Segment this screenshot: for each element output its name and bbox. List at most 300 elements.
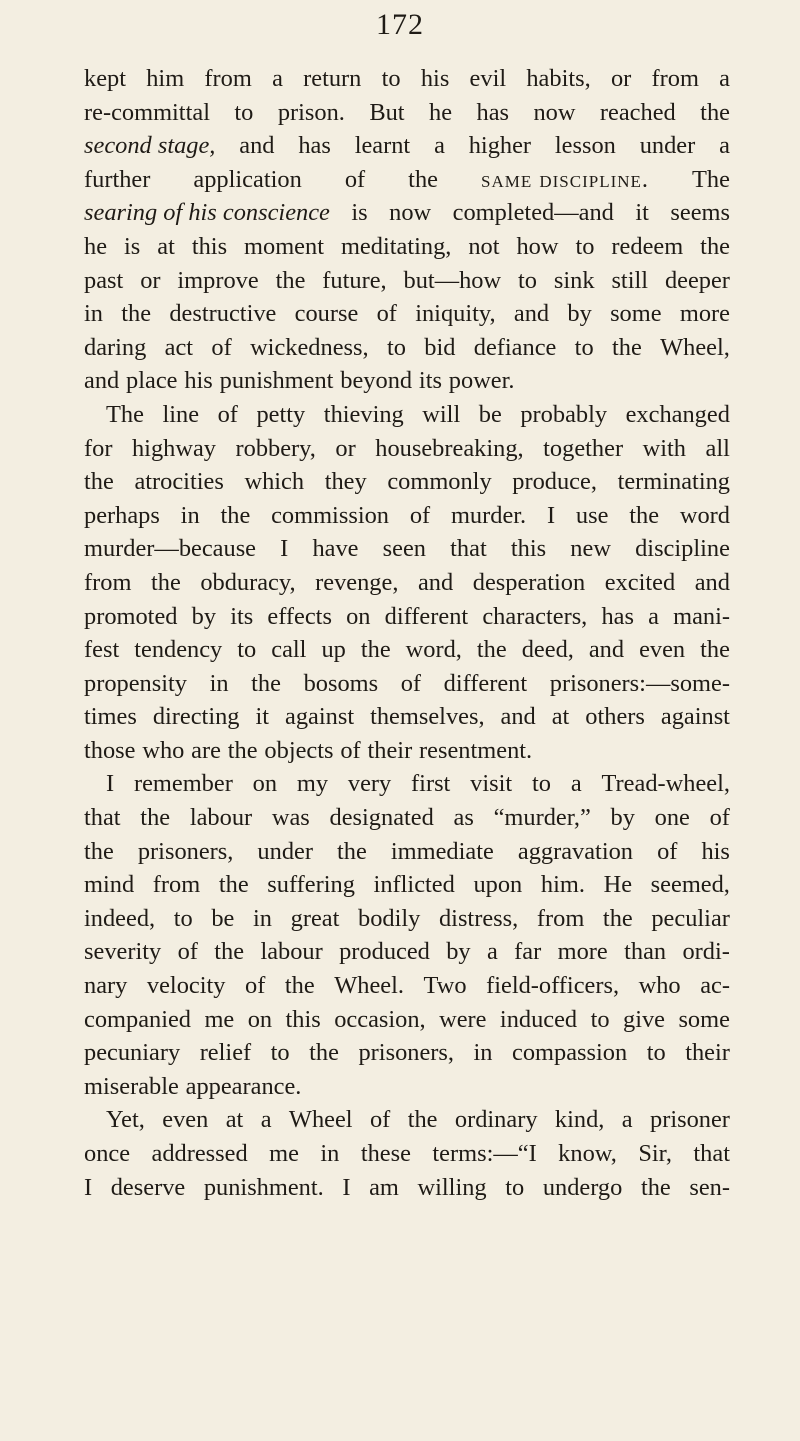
word: The [106, 400, 144, 428]
word: in [253, 904, 272, 932]
word: has [298, 132, 331, 160]
word: the [150, 568, 181, 596]
word: times [84, 703, 137, 731]
word: sen- [689, 1173, 730, 1201]
word: future, [322, 266, 387, 294]
word: ordi- [682, 938, 730, 966]
word: as [453, 804, 474, 832]
word: the [309, 1039, 339, 1067]
word: to [234, 98, 254, 126]
word: punishment [219, 367, 334, 395]
word: of [340, 736, 361, 764]
word: and [417, 568, 454, 596]
word: under [257, 837, 313, 865]
word: pecuniary [84, 1039, 181, 1067]
word: place [126, 367, 178, 395]
word: and [84, 367, 120, 395]
text-line [84, 1103, 730, 1137]
word: to [505, 1173, 525, 1201]
word: all [705, 434, 730, 462]
word: is [124, 232, 141, 260]
word: new [570, 535, 611, 563]
word: him. [540, 871, 585, 899]
text-line [84, 969, 730, 1003]
word: application [193, 165, 302, 193]
word: prisoners, [358, 1039, 454, 1067]
word: against [285, 703, 355, 731]
word: word, [405, 636, 462, 664]
text-line [84, 499, 730, 533]
word: of [409, 501, 431, 529]
word: his [184, 367, 213, 395]
word: Two [423, 972, 467, 1000]
word: up [321, 636, 346, 664]
word: give [623, 1005, 665, 1033]
word: once [84, 1140, 131, 1167]
word: relief [199, 1039, 252, 1067]
word: thieving [323, 400, 404, 428]
word: directing [152, 703, 240, 731]
word: Wheel. [334, 972, 404, 1000]
word: than [624, 938, 667, 966]
text-line [84, 364, 730, 398]
word: now [389, 199, 432, 227]
word: field-officers, [486, 972, 620, 1000]
word: I [84, 1173, 93, 1201]
word: in [84, 300, 103, 328]
word: a [648, 602, 659, 630]
word: those [84, 736, 136, 764]
word: the [84, 837, 114, 865]
word: punishment. [203, 1173, 324, 1201]
word: to [532, 770, 552, 798]
text-line [84, 230, 730, 264]
word: and [239, 132, 275, 160]
word: to [386, 333, 406, 361]
word: The [692, 165, 730, 193]
word: the [360, 636, 391, 664]
word: from [152, 871, 201, 899]
word: “murder,” [493, 804, 591, 832]
word: probably [520, 400, 608, 428]
word: the [121, 300, 152, 328]
word: kept [84, 65, 126, 92]
word: destructive [169, 300, 277, 328]
word: He [603, 871, 633, 899]
word: line [162, 400, 200, 428]
word: the [476, 636, 507, 664]
word: immediate [390, 837, 494, 865]
word: terms:—“I [432, 1140, 537, 1167]
word: peculiar [651, 904, 730, 932]
word: the [629, 501, 660, 529]
word: same discipline. [481, 165, 649, 193]
text-line [84, 868, 730, 902]
word: from [84, 568, 132, 596]
word: from [204, 65, 252, 92]
word: the [640, 1173, 671, 1201]
word: kind, [554, 1106, 605, 1134]
word: me [204, 1005, 235, 1033]
word: his [701, 837, 730, 865]
word: the [700, 98, 730, 126]
word: on [247, 1005, 273, 1033]
text-line [84, 835, 730, 869]
word: terminating [617, 468, 730, 496]
word: remember [133, 770, 233, 798]
word: this [510, 535, 547, 563]
word: wickedness, [250, 333, 369, 361]
word: themselves, [370, 703, 485, 731]
word: more [679, 300, 730, 328]
word: even [162, 1106, 209, 1134]
text-line [84, 600, 730, 634]
word: iniquity, [415, 300, 496, 328]
text-line [84, 1003, 730, 1037]
word: by [446, 938, 471, 966]
word: him [146, 65, 185, 92]
text-line [84, 1070, 730, 1104]
word: have [312, 535, 359, 563]
word: has [601, 602, 634, 630]
word: companied [84, 1005, 192, 1033]
word: deeper [664, 266, 730, 294]
word: But [369, 98, 405, 126]
word: commission [271, 501, 389, 529]
word: suffering [267, 871, 355, 899]
word: are [191, 736, 221, 764]
word: miserable [84, 1072, 179, 1100]
word: the [84, 468, 114, 496]
word: one [654, 804, 690, 832]
word: Yet, [106, 1106, 145, 1134]
word: searing of his conscience [84, 199, 330, 227]
text-line [84, 129, 730, 163]
word: obduracy, [200, 568, 296, 596]
word: a [486, 938, 498, 966]
word: by [610, 804, 635, 832]
word: effects [267, 602, 332, 630]
word: commonly [387, 468, 492, 496]
word: to [574, 333, 594, 361]
word: even [639, 636, 686, 664]
text-line [84, 801, 730, 835]
word: and [513, 300, 550, 328]
word: is [351, 199, 368, 227]
word: a [570, 770, 582, 798]
word: these [360, 1140, 411, 1167]
word: still [611, 266, 649, 294]
word: more [557, 938, 608, 966]
text-line [84, 1171, 730, 1205]
text-line [84, 432, 730, 466]
text-line [84, 935, 730, 969]
word: inflicted [373, 871, 455, 899]
word: Tread-wheel, [601, 770, 730, 798]
word: seen [382, 535, 426, 563]
word: distress, [438, 904, 519, 932]
word: which [244, 468, 305, 496]
word: this [191, 232, 228, 260]
word: sink [553, 266, 595, 294]
word: the [284, 972, 315, 1000]
word: the [214, 938, 245, 966]
word: be [211, 904, 235, 932]
word: in [320, 1140, 340, 1167]
text-line [84, 62, 730, 96]
word: upon [473, 871, 523, 899]
word: he [429, 98, 453, 126]
text-line [84, 163, 730, 197]
text-line [84, 734, 730, 768]
word: seemed, [650, 871, 730, 899]
word: a [272, 65, 283, 92]
word: from [651, 65, 699, 92]
word: habits, [526, 65, 591, 92]
word: call [271, 636, 307, 664]
text-line [84, 566, 730, 600]
word: or [140, 266, 161, 294]
word: improve [177, 266, 259, 294]
word: they [324, 468, 367, 496]
text-line [84, 96, 730, 130]
word: propensity [84, 669, 187, 697]
word: aggravation [517, 837, 634, 865]
word: produce, [512, 468, 597, 496]
word: use [575, 501, 609, 529]
word: revenge, [315, 568, 399, 596]
word: prisoners, [137, 837, 234, 865]
text-line [84, 767, 730, 801]
word: atrocities [134, 468, 224, 496]
word: exchanged [625, 400, 730, 428]
word: the [602, 904, 633, 932]
word: fest [84, 636, 120, 664]
word: of [344, 165, 366, 193]
word: Wheel, [660, 333, 730, 361]
word: on [252, 770, 278, 798]
word: of [369, 1106, 391, 1134]
word: me [269, 1140, 299, 1167]
word: resentment. [419, 736, 533, 764]
text-line [84, 902, 730, 936]
word: know, [558, 1140, 617, 1167]
word: prisoners:—some- [549, 669, 730, 697]
word: learnt [354, 132, 411, 160]
word: tendency [134, 636, 223, 664]
word: from [536, 904, 585, 932]
word: or [335, 434, 356, 462]
text-line [84, 1036, 730, 1070]
word: were [439, 1005, 487, 1033]
word: meditating, [340, 232, 452, 260]
word: lesson [554, 132, 616, 160]
word: not [468, 232, 500, 260]
word: with [642, 434, 686, 462]
word: I [342, 1173, 351, 1201]
word: mind [84, 871, 135, 899]
word: bodily [358, 904, 421, 932]
word: in [473, 1039, 493, 1067]
text-line [84, 633, 730, 667]
word: the [218, 871, 249, 899]
word: for [84, 434, 113, 462]
word: by [191, 602, 217, 630]
word: first [411, 770, 451, 798]
word: evil [469, 65, 507, 92]
word: to [575, 232, 595, 260]
word: murder—because [84, 535, 257, 563]
word: re-committal [84, 98, 210, 126]
word: desperation [472, 568, 586, 596]
word: labour [189, 804, 253, 832]
body-text [84, 62, 730, 1204]
word: it [635, 199, 649, 227]
word: occasion, [334, 1005, 426, 1033]
word: at [551, 703, 570, 731]
text-line [84, 700, 730, 734]
word: together [543, 434, 624, 462]
word: in [180, 501, 200, 529]
word: of [657, 837, 678, 865]
word: nary [84, 972, 128, 1000]
word: addressed [151, 1140, 248, 1167]
word: different [443, 669, 528, 697]
word: prison. [277, 98, 345, 126]
word: some [678, 1005, 730, 1033]
word: power. [448, 367, 515, 395]
word: this [285, 1005, 321, 1033]
word: beyond [340, 367, 413, 395]
word: objects [264, 736, 334, 764]
word: the [700, 232, 730, 260]
word: ac- [700, 972, 730, 1000]
word: highway [131, 434, 216, 462]
word: to [518, 266, 537, 294]
word: the [275, 266, 306, 294]
word: the [337, 837, 367, 865]
word: compassion [512, 1039, 628, 1067]
word: prisoner [650, 1106, 730, 1134]
word: it [255, 703, 270, 731]
word: to [590, 1005, 610, 1033]
word: the [251, 669, 281, 697]
text-line [84, 465, 730, 499]
word: reached [599, 98, 676, 126]
word: under [639, 132, 696, 160]
text-line [84, 196, 730, 230]
word: seems [670, 199, 730, 227]
word: far [514, 938, 542, 966]
word: bosoms [303, 669, 379, 697]
page-number: 172 [376, 8, 424, 41]
word: a [719, 65, 730, 92]
word: velocity [146, 972, 226, 1000]
word: a [719, 132, 730, 160]
word: higher [468, 132, 532, 160]
word: indeed, [84, 904, 156, 932]
word: discipline [635, 535, 730, 563]
word: Wheel [288, 1106, 353, 1134]
word: some [610, 300, 662, 328]
word: ordinary [454, 1106, 538, 1134]
word: the [140, 804, 171, 832]
word: of [376, 300, 397, 328]
word: further [84, 165, 151, 193]
word: I [106, 770, 115, 798]
word: be [478, 400, 502, 428]
word: the [227, 736, 258, 764]
word: undergo [542, 1173, 623, 1201]
word: to [381, 65, 401, 92]
word: perhaps [84, 501, 160, 529]
word: who [638, 972, 681, 1000]
word: great [290, 904, 340, 932]
word: excited [604, 568, 676, 596]
word: against [660, 703, 730, 731]
word: designated [329, 804, 434, 832]
word: visit [470, 770, 513, 798]
word: bid [424, 333, 456, 361]
word: at [225, 1106, 244, 1134]
word: deserve [110, 1173, 186, 1201]
word: different [384, 602, 469, 630]
word: that [693, 1140, 730, 1167]
word: I [280, 535, 289, 563]
word: and [500, 703, 536, 731]
word: defiance [473, 333, 557, 361]
word: very [347, 770, 392, 798]
word: daring [84, 333, 147, 361]
word: that [84, 804, 121, 832]
word: am [369, 1173, 399, 1201]
word: characters, [482, 602, 588, 630]
word: their [685, 1039, 730, 1067]
word: the [408, 165, 438, 193]
word: how [516, 232, 559, 260]
word: at [157, 232, 175, 260]
word: the [407, 1106, 438, 1134]
word: induced [499, 1005, 578, 1033]
word: in [209, 669, 229, 697]
word: but—how [403, 266, 502, 294]
word: redeem [611, 232, 684, 260]
word: return [303, 65, 362, 92]
word: act [164, 333, 194, 361]
word: their [367, 736, 413, 764]
word: on [346, 602, 371, 630]
word: to [237, 636, 257, 664]
word: its [418, 367, 442, 395]
word: I [546, 501, 556, 529]
word: now [533, 98, 576, 126]
text-line [84, 1137, 730, 1171]
word: of [709, 804, 730, 832]
word: and [694, 568, 730, 596]
word: course [294, 300, 359, 328]
word: completed—and [452, 199, 614, 227]
word: to [173, 904, 193, 932]
word: produced [339, 938, 430, 966]
text-line [84, 667, 730, 701]
word: petty [256, 400, 306, 428]
word: mani- [673, 602, 730, 630]
word: word [679, 501, 730, 529]
text-line [84, 264, 730, 298]
word: severity [84, 938, 162, 966]
word: to [646, 1039, 666, 1067]
text-line [84, 331, 730, 365]
